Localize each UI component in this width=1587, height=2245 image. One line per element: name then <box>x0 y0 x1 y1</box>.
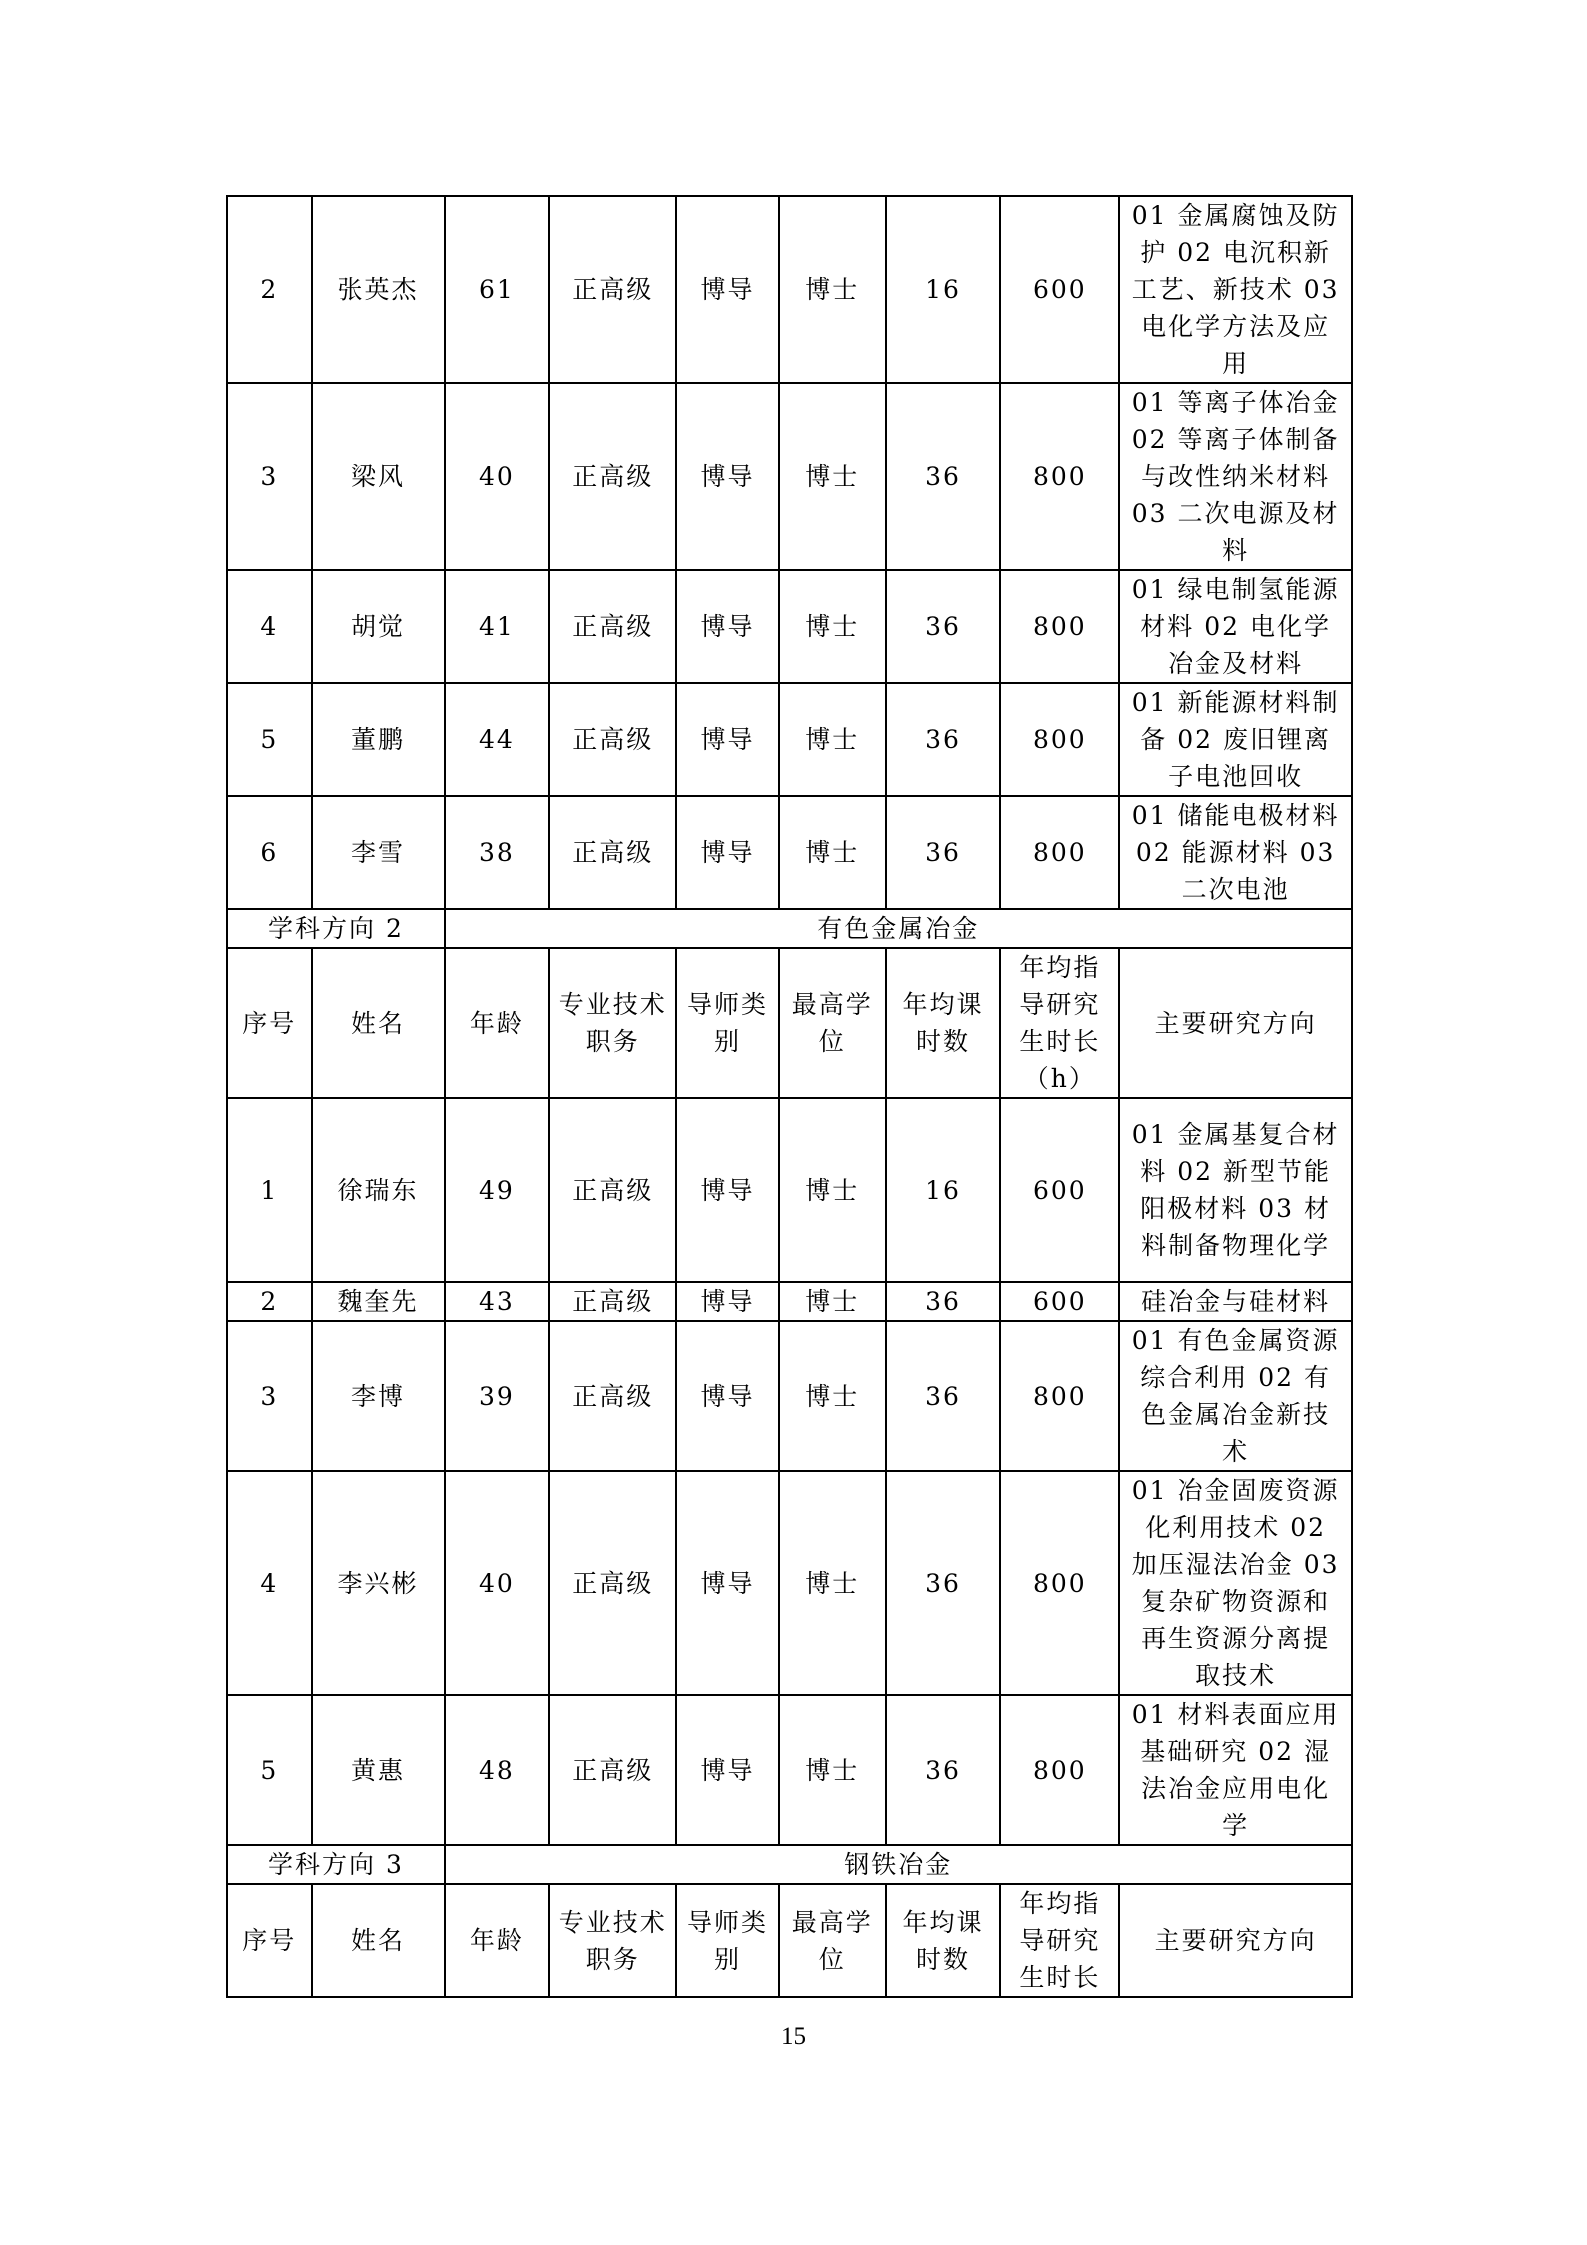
row-degree: 博士 <box>779 383 886 570</box>
table-row <box>227 570 1352 683</box>
row-name: 李雪 <box>312 796 445 909</box>
row-degree: 博士 <box>779 570 886 683</box>
row-research: 01 金属腐蚀及防护 02 电沉积新工艺、新技术 03 电化学方法及应用 <box>1119 196 1352 383</box>
row-no: 4 <box>227 570 312 683</box>
row-age: 49 <box>445 1098 550 1282</box>
row-degree: 博士 <box>779 683 886 796</box>
row-title: 正高级 <box>549 1695 676 1845</box>
row-no: 4 <box>227 1471 312 1695</box>
row-tutor-type: 博导 <box>676 196 779 383</box>
header-title: 专业技术职务 <box>549 1884 676 1997</box>
table-row <box>227 1282 1352 1321</box>
row-name: 李博 <box>312 1321 445 1471</box>
row-title: 正高级 <box>549 1471 676 1695</box>
row-name: 黄惠 <box>312 1695 445 1845</box>
row-no: 1 <box>227 1098 312 1282</box>
row-hours: 36 <box>886 796 1001 909</box>
row-age: 39 <box>445 1321 550 1471</box>
row-name: 魏奎先 <box>312 1282 445 1321</box>
table-row <box>227 383 1352 570</box>
table-row <box>227 196 1352 383</box>
row-no: 3 <box>227 383 312 570</box>
row-no: 5 <box>227 1695 312 1845</box>
row-no: 6 <box>227 796 312 909</box>
row-tutor-type: 博导 <box>676 383 779 570</box>
row-title: 正高级 <box>549 1282 676 1321</box>
row-no: 2 <box>227 196 312 383</box>
row-no: 3 <box>227 1321 312 1471</box>
row-age: 38 <box>445 796 550 909</box>
row-research: 01 储能电极材料 02 能源材料 03 二次电池 <box>1119 796 1352 909</box>
row-guide: 600 <box>1000 1098 1119 1282</box>
table-row <box>227 683 1352 796</box>
row-hours: 36 <box>886 1321 1001 1471</box>
row-degree: 博士 <box>779 1321 886 1471</box>
row-hours: 16 <box>886 196 1001 383</box>
row-degree: 博士 <box>779 1282 886 1321</box>
row-title: 正高级 <box>549 196 676 383</box>
header-row <box>227 948 1352 1098</box>
row-research: 硅冶金与硅材料 <box>1119 1282 1352 1321</box>
table-row <box>227 1695 1352 1845</box>
row-hours: 36 <box>886 1471 1001 1695</box>
row-title: 正高级 <box>549 796 676 909</box>
row-age: 40 <box>445 1471 550 1695</box>
header-hours: 年均课时数 <box>886 948 1001 1098</box>
row-guide: 800 <box>1000 1695 1119 1845</box>
section-row <box>227 909 1352 948</box>
row-guide: 800 <box>1000 383 1119 570</box>
row-title: 正高级 <box>549 570 676 683</box>
header-tutor-type: 导师类别 <box>676 1884 779 1997</box>
row-hours: 36 <box>886 570 1001 683</box>
header-name: 姓名 <box>312 1884 445 1997</box>
row-age: 40 <box>445 383 550 570</box>
section-name: 钢铁冶金 <box>445 1845 1352 1884</box>
row-tutor-type: 博导 <box>676 796 779 909</box>
row-age: 48 <box>445 1695 550 1845</box>
header-hours: 年均课时数 <box>886 1884 1001 1997</box>
row-no: 2 <box>227 1282 312 1321</box>
row-name: 张英杰 <box>312 196 445 383</box>
header-no: 序号 <box>227 948 312 1098</box>
row-research: 01 金属基复合材料 02 新型节能阳极材料 03 材料制备物理化学 <box>1119 1098 1352 1282</box>
row-hours: 36 <box>886 683 1001 796</box>
row-name: 李兴彬 <box>312 1471 445 1695</box>
row-tutor-type: 博导 <box>676 1282 779 1321</box>
row-name: 徐瑞东 <box>312 1098 445 1282</box>
row-degree: 博士 <box>779 1471 886 1695</box>
row-age: 61 <box>445 196 550 383</box>
header-degree: 最高学位 <box>779 948 886 1098</box>
header-age: 年龄 <box>445 1884 550 1997</box>
row-title: 正高级 <box>549 383 676 570</box>
row-name: 董鹏 <box>312 683 445 796</box>
header-title: 专业技术职务 <box>549 948 676 1098</box>
row-tutor-type: 博导 <box>676 1321 779 1471</box>
row-degree: 博士 <box>779 796 886 909</box>
row-age: 44 <box>445 683 550 796</box>
section-name: 有色金属冶金 <box>445 909 1352 948</box>
row-title: 正高级 <box>549 1321 676 1471</box>
row-tutor-type: 博导 <box>676 570 779 683</box>
faculty-table <box>226 195 1353 1998</box>
header-row <box>227 1884 1352 1997</box>
table-row <box>227 1471 1352 1695</box>
row-degree: 博士 <box>779 1098 886 1282</box>
header-tutor-type: 导师类别 <box>676 948 779 1098</box>
row-guide: 600 <box>1000 196 1119 383</box>
section-row <box>227 1845 1352 1884</box>
header-age: 年龄 <box>445 948 550 1098</box>
row-research: 01 有色金属资源综合利用 02 有色金属冶金新技术 <box>1119 1321 1352 1471</box>
row-hours: 36 <box>886 1695 1001 1845</box>
row-tutor-type: 博导 <box>676 683 779 796</box>
row-no: 5 <box>227 683 312 796</box>
row-guide: 600 <box>1000 1282 1119 1321</box>
row-tutor-type: 博导 <box>676 1098 779 1282</box>
table-row <box>227 796 1352 909</box>
row-degree: 博士 <box>779 196 886 383</box>
row-guide: 800 <box>1000 1321 1119 1471</box>
header-guide: 年均指导研究生时长（h） <box>1000 948 1119 1098</box>
row-research: 01 绿电制氢能源材料 02 电化学冶金及材料 <box>1119 570 1352 683</box>
row-title: 正高级 <box>549 683 676 796</box>
row-guide: 800 <box>1000 570 1119 683</box>
row-tutor-type: 博导 <box>676 1695 779 1845</box>
row-tutor-type: 博导 <box>676 1471 779 1695</box>
row-hours: 36 <box>886 1282 1001 1321</box>
row-name: 胡觉 <box>312 570 445 683</box>
row-title: 正高级 <box>549 1098 676 1282</box>
row-research: 01 等离子体冶金 02 等离子体制备与改性纳米材料 03 二次电源及材料 <box>1119 383 1352 570</box>
row-hours: 16 <box>886 1098 1001 1282</box>
header-guide: 年均指导研究生时长 <box>1000 1884 1119 1997</box>
header-degree: 最高学位 <box>779 1884 886 1997</box>
header-research: 主要研究方向 <box>1119 948 1352 1098</box>
row-research: 01 新能源材料制备 02 废旧锂离子电池回收 <box>1119 683 1352 796</box>
row-hours: 36 <box>886 383 1001 570</box>
table-row <box>227 1098 1352 1282</box>
header-name: 姓名 <box>312 948 445 1098</box>
row-age: 43 <box>445 1282 550 1321</box>
row-guide: 800 <box>1000 796 1119 909</box>
section-label: 学科方向 2 <box>227 909 445 948</box>
row-age: 41 <box>445 570 550 683</box>
row-research: 01 材料表面应用基础研究 02 湿法冶金应用电化学 <box>1119 1695 1352 1845</box>
header-no: 序号 <box>227 1884 312 1997</box>
row-degree: 博士 <box>779 1695 886 1845</box>
row-guide: 800 <box>1000 683 1119 796</box>
page-number: 15 <box>781 2023 806 2050</box>
header-research: 主要研究方向 <box>1119 1884 1352 1997</box>
row-research: 01 冶金固废资源化利用技术 02 加压湿法冶金 03 复杂矿物资源和再生资源分离提取技术 <box>1119 1471 1352 1695</box>
row-name: 梁风 <box>312 383 445 570</box>
row-guide: 800 <box>1000 1471 1119 1695</box>
section-label: 学科方向 3 <box>227 1845 445 1884</box>
table-row <box>227 1321 1352 1471</box>
